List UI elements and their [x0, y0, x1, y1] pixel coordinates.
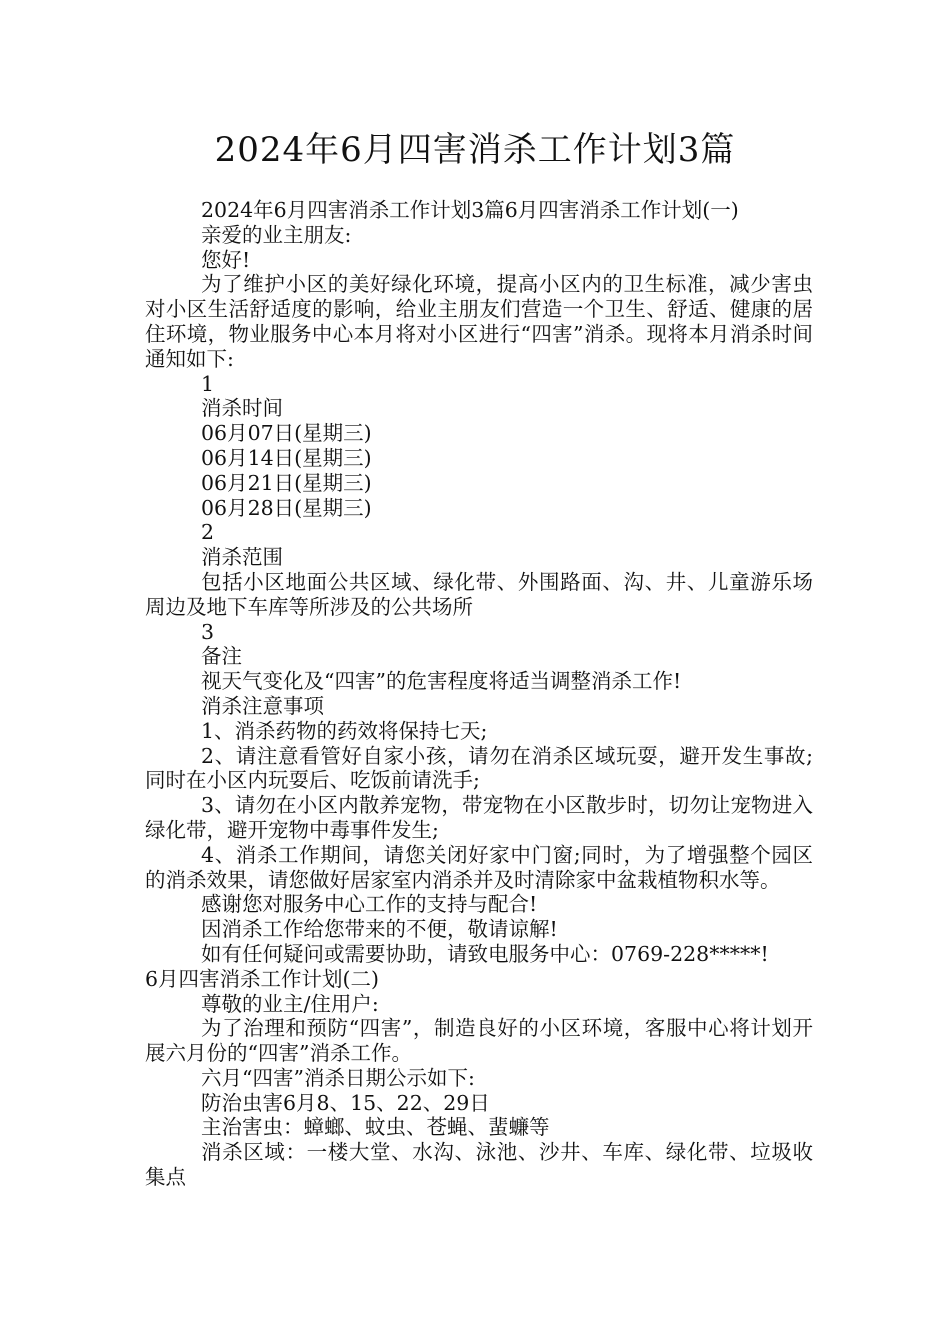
- paragraph: 消杀注意事项: [201, 693, 324, 718]
- paragraph: 包括小区地面公共区域、绿化带、外围路面、沟、井、儿童游乐场周边及地下车库等所涉及的公共场所: [145, 569, 813, 619]
- paragraph: 消杀区域：一楼大堂、水沟、泳池、沙井、车库、绿化带、垃圾收集点: [145, 1140, 813, 1190]
- paragraph: 为了治理和预防“四害”，制造良好的小区环境，客服中心将计划开展六月份的“四害”消杀工作。: [145, 1016, 813, 1066]
- paragraph: 如有任何疑问或需要协助，请致电服务中心：0769-228*****!: [201, 941, 769, 966]
- paragraph: 06月07日(星期三): [201, 421, 372, 446]
- paragraph: 视天气变化及“四害”的危害程度将适当调整消杀工作!: [201, 669, 682, 694]
- paragraph: 消杀时间: [201, 396, 283, 421]
- paragraph: 备注: [201, 644, 242, 669]
- paragraph: 感谢您对服务中心工作的支持与配合!: [201, 892, 538, 917]
- document-title: 2024年6月四害消杀工作计划3篇: [214, 130, 736, 170]
- paragraph: 防治虫害6月8、15、22、29日: [201, 1090, 490, 1115]
- document-body: [145, 198, 813, 1190]
- paragraph: 1、消杀药物的药效将保持七天;: [201, 718, 488, 743]
- paragraph: 1: [201, 371, 215, 396]
- paragraph: 3: [201, 619, 215, 644]
- paragraph: 尊敬的业主/住用户:: [201, 991, 379, 1016]
- paragraph: 2: [201, 520, 215, 545]
- paragraph: 主治害虫：蟑螂、蚊虫、苍蝇、蜚蠊等: [201, 1115, 550, 1140]
- paragraph: 06月14日(星期三): [201, 445, 372, 470]
- paragraph: 4、消杀工作期间，请您关闭好家中门窗;同时，为了增强整个园区的消杀效果，请您做好居家室内消杀并及时清除家中盆栽植物积水等。: [145, 842, 813, 892]
- paragraph: 六月“四害”消杀日期公示如下:: [201, 1065, 475, 1090]
- paragraph: 6月四害消杀工作计划(二): [145, 966, 380, 991]
- paragraph: 3、请勿在小区内散养宠物，带宠物在小区散步时，切勿让宠物进入绿化带，避开宠物中毒事件发生;: [145, 793, 813, 842]
- paragraph: 2024年6月四害消杀工作计划3篇6月四害消杀工作计划(一): [201, 198, 739, 222]
- paragraph: 2、请注意看管好自家小孩，请勿在消杀区域玩耍，避开发生事故;同时在小区内玩耍后、吃饭前请洗手;: [145, 743, 813, 793]
- paragraph: 06月21日(星期三): [201, 470, 372, 495]
- paragraph: 06月28日(星期三): [201, 495, 372, 520]
- paragraph: 因消杀工作给您带来的不便，敬请谅解!: [201, 917, 558, 942]
- paragraph: 消杀范围: [201, 545, 283, 570]
- paragraph: 为了维护小区的美好绿化环境，提高小区内的卫生标准，减少害虫对小区生活舒适度的影响，给业主朋友们营造一个卫生、舒适、健康的居住环境，物业服务中心本月将对小区进行“四害”消杀。现将本月消杀时间通知如下:: [145, 272, 813, 371]
- paragraph: 您好!: [201, 247, 251, 272]
- paragraph: 亲爱的业主朋友:: [201, 222, 352, 247]
